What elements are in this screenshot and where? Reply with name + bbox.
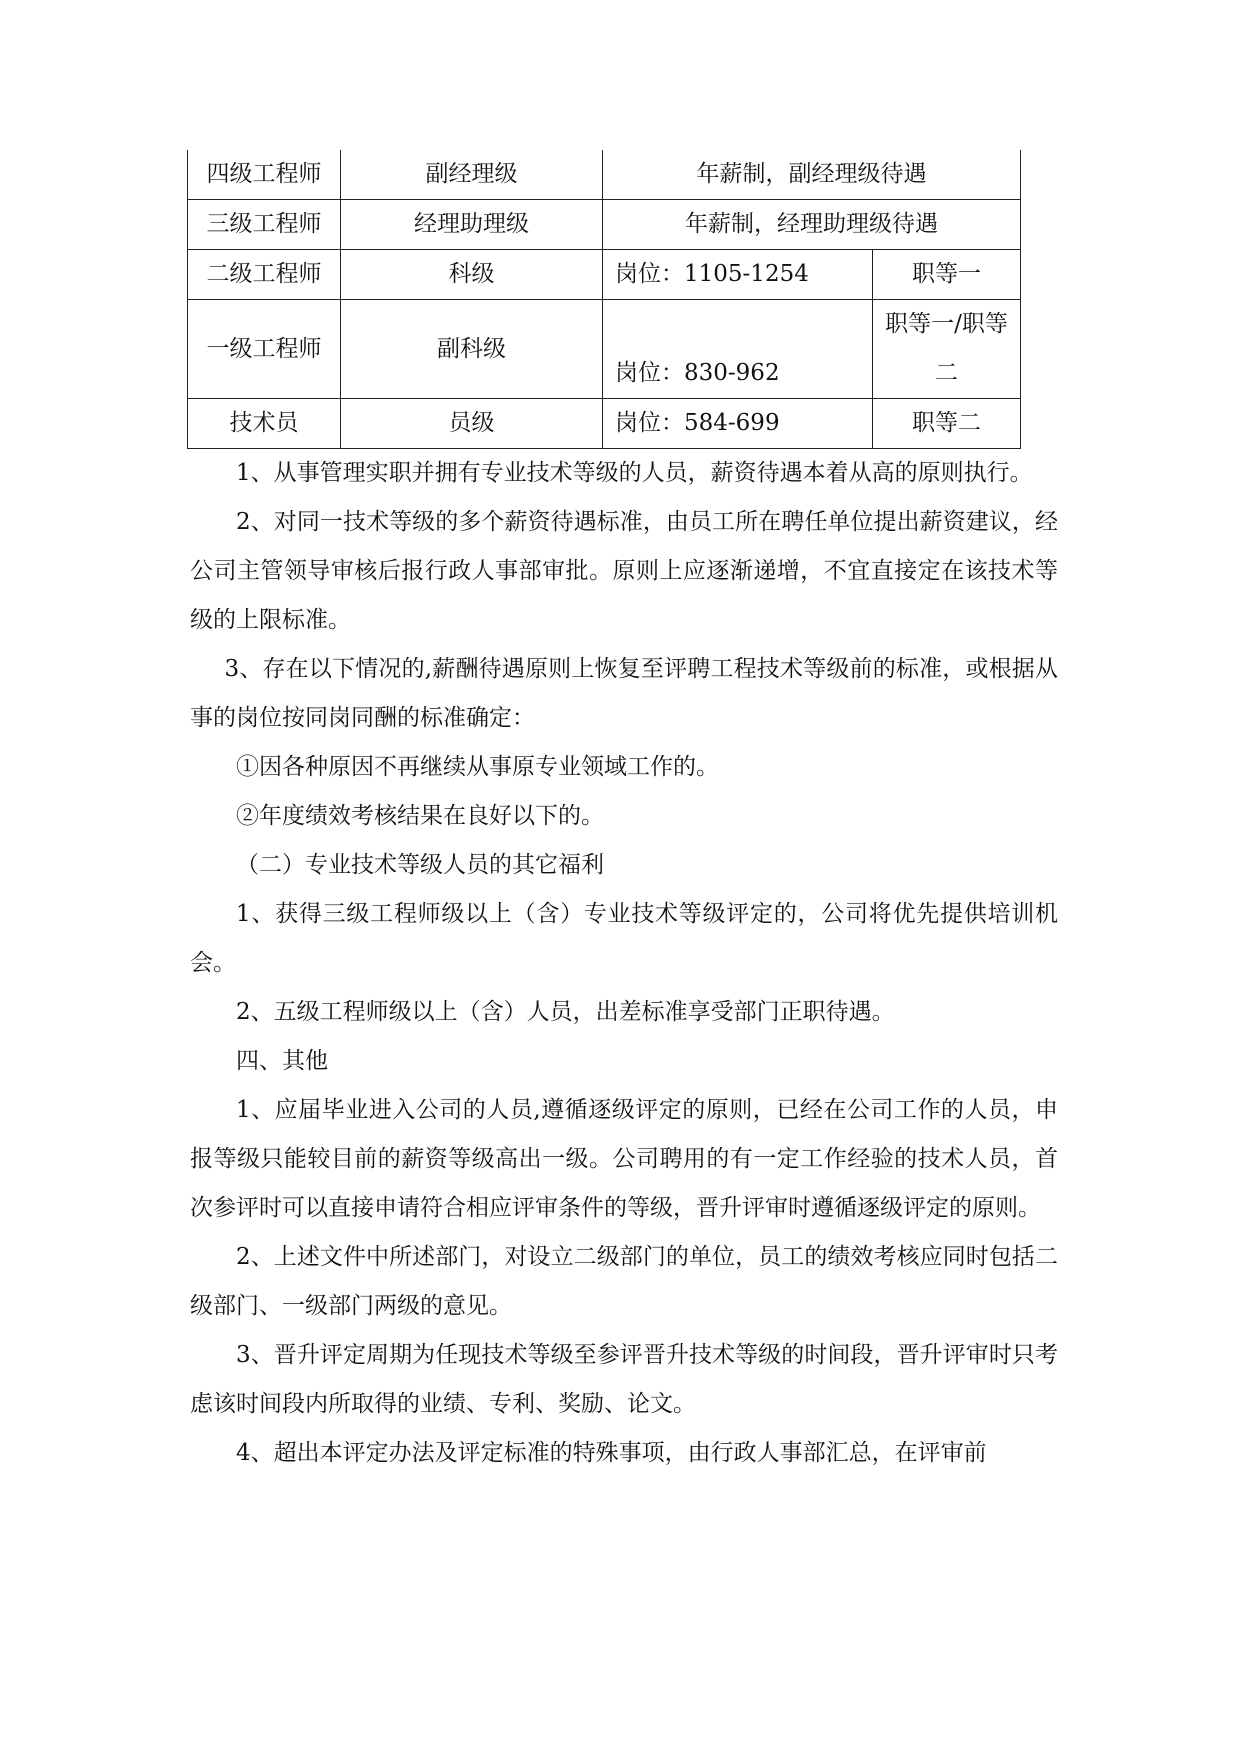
- table-row: [188, 250, 1021, 300]
- rank-cell: 副科级: [341, 300, 603, 399]
- grade-cell: 职等一: [873, 250, 1021, 300]
- table-row: [188, 399, 1021, 449]
- paragraph: 1、从事管理实职并拥有专业技术等级的人员，薪资待遇本着从高的原则执行。: [236, 460, 1033, 486]
- paragraph: 2、五级工程师级以上（含）人员，出差标准享受部门正职待遇。: [236, 999, 895, 1025]
- table-row: [188, 200, 1021, 250]
- paragraph: 2、对同一技术等级的多个薪资待遇标准，由员工所在聘任单位提出薪资建议，经公司主管领导审核后报行政人事部审批。原则上应逐渐递增，不宜直接定在该技术等级的上限标准。: [190, 509, 1058, 633]
- table-row: [188, 300, 1021, 399]
- section-heading: 四、其他: [236, 1048, 328, 1074]
- paragraph: 2、上述文件中所述部门，对设立二级部门的单位，员工的绩效考核应同时包括二级部门、一级部门两级的意见。: [190, 1244, 1058, 1319]
- pay-cell: 年薪制，经理助理级待遇: [603, 200, 1021, 250]
- pay-cell: 年薪制，副经理级待遇: [603, 150, 1021, 200]
- section-heading: （二）专业技术等级人员的其它福利: [236, 852, 604, 878]
- level-cell: 三级工程师: [188, 200, 341, 250]
- engineer-grade-salary-table: [187, 150, 1021, 449]
- paragraph: 1、获得三级工程师级以上（含）专业技术等级评定的，公司将优先提供培训机会。: [190, 901, 1058, 976]
- post-salary-cell: 岗位：830-962: [603, 300, 873, 399]
- rank-cell: 科级: [341, 250, 603, 300]
- rank-cell: 副经理级: [341, 150, 603, 200]
- grade-cell: 职等一/职等二: [873, 300, 1021, 399]
- level-cell: 四级工程师: [188, 150, 341, 200]
- level-cell: 技术员: [188, 399, 341, 449]
- level-cell: 一级工程师: [188, 300, 341, 399]
- list-item: ②年度绩效考核结果在良好以下的。: [236, 803, 604, 829]
- level-cell: 二级工程师: [188, 250, 341, 300]
- paragraph: 1、应届毕业进入公司的人员,遵循逐级评定的原则，已经在公司工作的人员，申报等级只能较目前的薪资等级高出一级。公司聘用的有一定工作经验的技术人员，首次参评时可以直接申请符合相应评审条件的等级，晋升评审时遵循逐级评定的原则。: [190, 1097, 1058, 1221]
- paragraph: 3、存在以下情况的,薪酬待遇原则上恢复至评聘工程技术等级前的标准，或根据从事的岗位按同岗同酬的标准确定：: [190, 656, 1058, 731]
- rank-cell: 员级: [341, 399, 603, 449]
- table-row: [188, 150, 1021, 200]
- list-item: ①因各种原因不再继续从事原专业领域工作的。: [236, 754, 719, 780]
- post-salary-cell: 岗位：1105-1254: [603, 250, 873, 300]
- paragraph: 3、晋升评定周期为任现技术等级至参评晋升技术等级的时间段，晋升评审时只考虑该时间段内所取得的业绩、专利、奖励、论文。: [190, 1342, 1058, 1417]
- body-text: [190, 449, 1058, 1478]
- grade-cell: 职等二: [873, 399, 1021, 449]
- rank-cell: 经理助理级: [341, 200, 603, 250]
- paragraph: 4、超出本评定办法及评定标准的特殊事项，由行政人事部汇总，在评审前: [236, 1440, 987, 1466]
- post-salary-cell: 岗位：584-699: [603, 399, 873, 449]
